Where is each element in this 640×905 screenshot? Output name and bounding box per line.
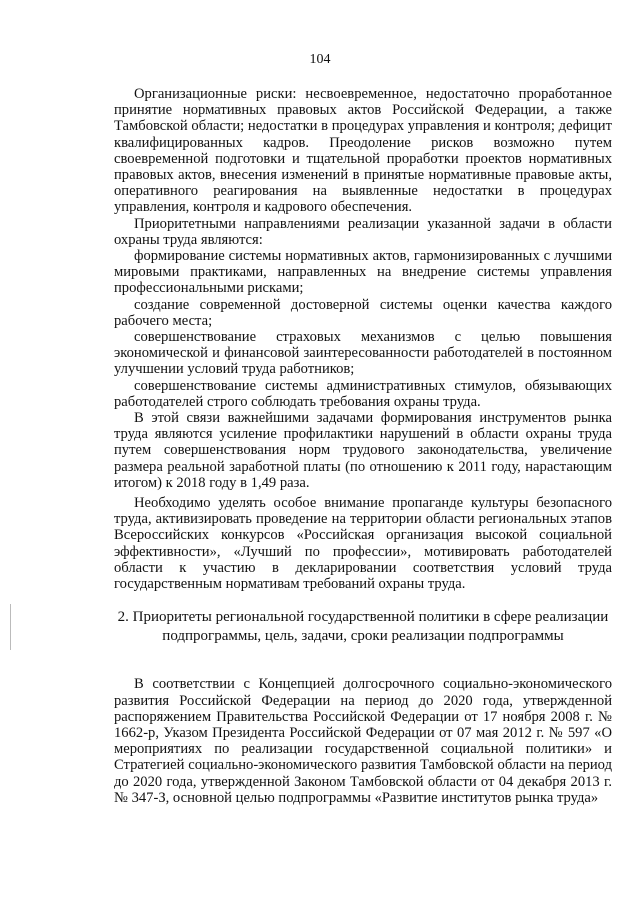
list-item-insurance-mechanisms: совершенствование страховых механизмов с целью повышения экономической и финансовой заинтересованности работодателей в постоянном улучшении условий труда работников; bbox=[114, 329, 612, 378]
list-item-regulatory-system: формирование системы нормативных актов, гармонизированных с лучшими мировыми практиками, направленных на внедрение системы управления профессиональными рисками; bbox=[114, 248, 612, 297]
margin-mark bbox=[10, 604, 11, 650]
document-body bbox=[114, 86, 612, 806]
list-item-administrative-incentives: совершенствование системы административных стимулов, обязывающих работодателей строго соблюдать требования охраны труда. bbox=[114, 377, 612, 410]
list-item-workplace-assessment: создание современной достоверной системы оценки качества каждого рабочего места; bbox=[114, 296, 612, 329]
page-number: 104 bbox=[309, 52, 331, 67]
paragraph-safety-culture: Необходимо уделять особое внимание пропаганде культуры безопасного труда, активизировать проведение на территории области региональных этапов Всероссийских конкурсов «Российская организация высокой социальной эффективности», «Лучший по профессии», мотивировать работодателей области к участию в декларировании соответствия условий труда государственным нормативам требований охраны труда. bbox=[114, 495, 612, 593]
paragraph-concept: В соответствии с Концепцией долгосрочного социально-экономического развития Российской Федерации на период до 2020 года, утвержденной распоряжением Правительства Российской Федерации от 17 ноября 2008 г. № 1662-р, Указом Президента Российской Федерации от 07 мая 2012 г. № 597 «О мероприятиях по реализации государственной социальной политики» и Стратегией социально-экономического развития Тамбовской области на период до 2020 года, утвержденной Законом Тамбовской области от 04 декабря 2013 г. № 347-З, основной целью подпрограммы «Развитие институтов рынка труда» bbox=[114, 676, 612, 806]
paragraph-key-tasks: В этой связи важнейшими задачами формирования инструментов рынка труда являются усиление профилактики нарушений в области охраны труда путем совершенствования норм трудового законодательства, увеличение размера реальной заработной платы (по отношению к 2011 году, нарастающим итогом) к 2018 году в 1,49 раза. bbox=[114, 410, 612, 491]
paragraph-priority-directions: Приоритетными направлениями реализации указанной задачи в области охраны труда являются: bbox=[114, 215, 612, 248]
paragraph-organizational-risks: Организационные риски: несвоевременное, недостаточно проработанное принятие нормативных правовых актов Российской Федерации, а также Тамбовской области; недостатки в процедурах управления и контроля; дефицит квалифицированных кадров. Преодоление рисков возможно путем своевременной подготовки и тщательной проработки проектов нормативных правовых актов, внесения изменений в принятые нормативные правовые акты, оперативного реагирования на выявленные недостатки в процедурах управления, контроля и кадрового обеспечения. bbox=[114, 86, 612, 216]
section-heading: 2. Приоритеты региональной государственной политики в сфере реализации подпрограммы, цель, задачи, сроки реализации подпрограммы bbox=[117, 609, 609, 645]
